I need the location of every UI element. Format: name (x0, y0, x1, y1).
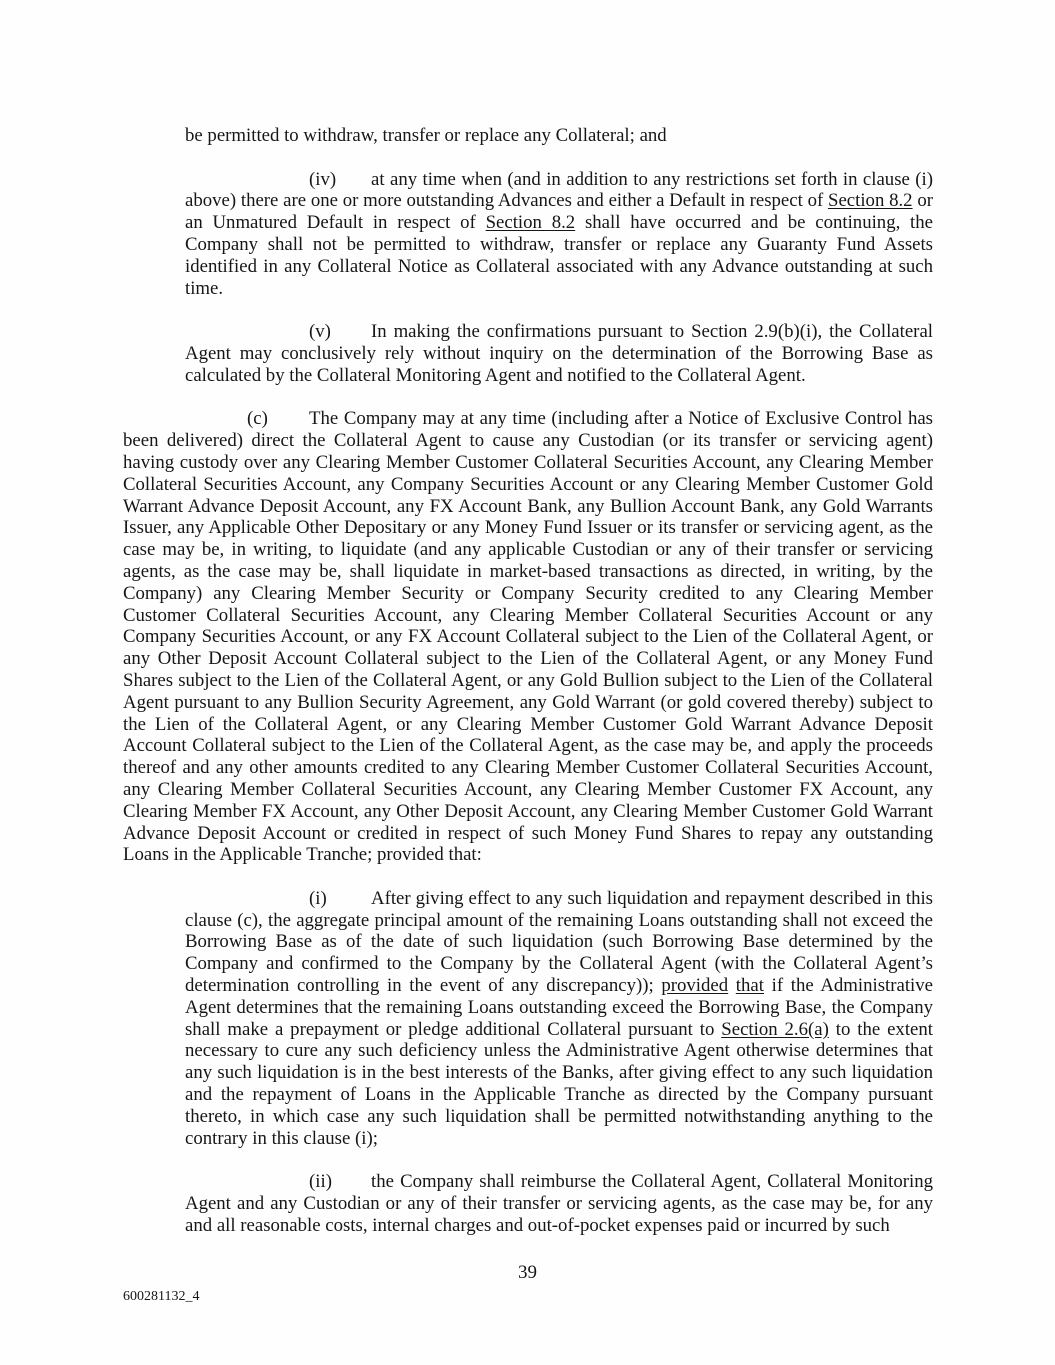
paragraph-text: The Company may at any time (including after a Notice of Exclusive Control has been delivered) direct the Collateral Agent to cause any Custodian (or its transfer or servicing agent) having custody over any Clearing Member Customer Collateral Securities Account, any Clearing Member Collateral Securities Account, any Company Securities Account or any Clearing Member Customer Gold Warrant Advance Deposit Account, any FX Account Bank, any Bullion Account Bank, any Gold Warrants Issuer, any Applicable Other Depositary or any Money Fund Issuer or its transfer or servicing agent, as the case may be, in writing, to liquidate (and any applicable Custodian or any of their transfer or servicing agents, as the case may be, shall liquidate in market-based transactions as directed, in writing, by the Company) any Clearing Member Security or Company Security credited to any Clearing Member Customer Collateral Securities Account, any Clearing Member Collateral Securities Account or any Company Securities Account, or any FX Account Collateral subject to the Lien of the Collateral Agent, or any Other Deposit Account Collateral subject to the Lien of the Collateral Agent, or any Money Fund Shares subject to the Lien of the Collateral Agent, or any Gold Bullion subject to the Lien of the Collateral Agent pursuant to any Bullion Security Agreement, any Gold Warrant (or gold covered thereby) subject to the Lien of the Collateral Agent, or any Clearing Member Customer Gold Warrant Advance Deposit Account Collateral subject to the Lien of the Collateral Agent, as the case may be, and apply the proceeds thereof and any other amounts credited to any Clearing Member Customer Collateral Securities Account, any Clearing Member Collateral Securities Account, any Clearing Member Customer FX Account, any Clearing Member FX Account, any Other Deposit Account, any Clearing Member Customer Gold Warrant Advance Deposit Account or credited in respect of such Money Fund Shares to repay any outstanding Loans in the Applicable Tranche; provided that: (123, 408, 933, 866)
paragraph-clause-v (185, 321, 933, 386)
paragraph-text: the Company shall reimburse the Collateral Agent, Collateral Monitoring Agent and any Custodian or any of their transfer or servicing agents, as the case may be, for any and all reasonable costs, internal charges and out-of-pocket expenses paid or incurred by such (185, 1171, 933, 1236)
paragraph-text: be permitted to withdraw, transfer or replace any Collateral; and (185, 125, 667, 146)
paragraph-clause-i (185, 888, 933, 1150)
paragraph-continuation (185, 125, 933, 147)
clause-label-c: (c) (247, 408, 268, 430)
document-body (123, 125, 933, 1258)
page-number: 39 (518, 1262, 537, 1283)
paragraph-clause-iv (185, 169, 933, 300)
clause-label-v: (v) (309, 321, 331, 343)
paragraph-text: at any time when (and in addition to any restrictions set forth in clause (i) above) there are one or more outstanding Advances and either a Default in respect of Section 8.2 or an Unmatured Default in respect of Section 8.2 shall have occurred and be continuing, the Company shall not be permitted to withdraw, transfer or replace any Guaranty Fund Assets identified in any Collateral Notice as Collateral associated with any Advance outstanding at such time. (185, 168, 934, 299)
paragraph-text: After giving effect to any such liquidation and repayment described in this clause (c), the aggregate principal amount of the remaining Loans outstanding shall not exceed the Borrowing Base as of the date of such liquidation (such Borrowing Base determined by the Company and confirmed to the Company by the Collateral Agent (with the Collateral Agent’s determination controlling in the event of any discrepancy)); provided that if the Administrative Agent determines that the remaining Loans outstanding exceed the Borrowing Base, the Company shall make a prepayment or pledge additional Collateral pursuant to Section 2.6(a) to the extent necessary to cure any such deficiency unless the Administrative Agent otherwise determines that any such liquidation is in the best interests of the Banks, after giving effect to any such liquidation and the repayment of Loans in the Applicable Tranche as directed by the Company pursuant thereto, in which case any such liquidation shall be permitted notwithstanding anything to the contrary in this clause (i); (185, 887, 933, 1149)
document-id: 600281132_4 (123, 1289, 200, 1304)
clause-label-i: (i) (309, 887, 327, 909)
paragraph-clause-ii (185, 1171, 933, 1236)
paragraph-text: In making the confirmations pursuant to Section 2.9(b)(i), the Collateral Agent may conclusively rely without inquiry on the determination of the Borrowing Base as calculated by the Collateral Monitoring Agent and notified to the Collateral Agent. (185, 321, 933, 386)
clause-label-ii: (ii) (309, 1171, 332, 1193)
clause-label-iv: (iv) (309, 168, 337, 190)
paragraph-clause-c (123, 408, 933, 866)
